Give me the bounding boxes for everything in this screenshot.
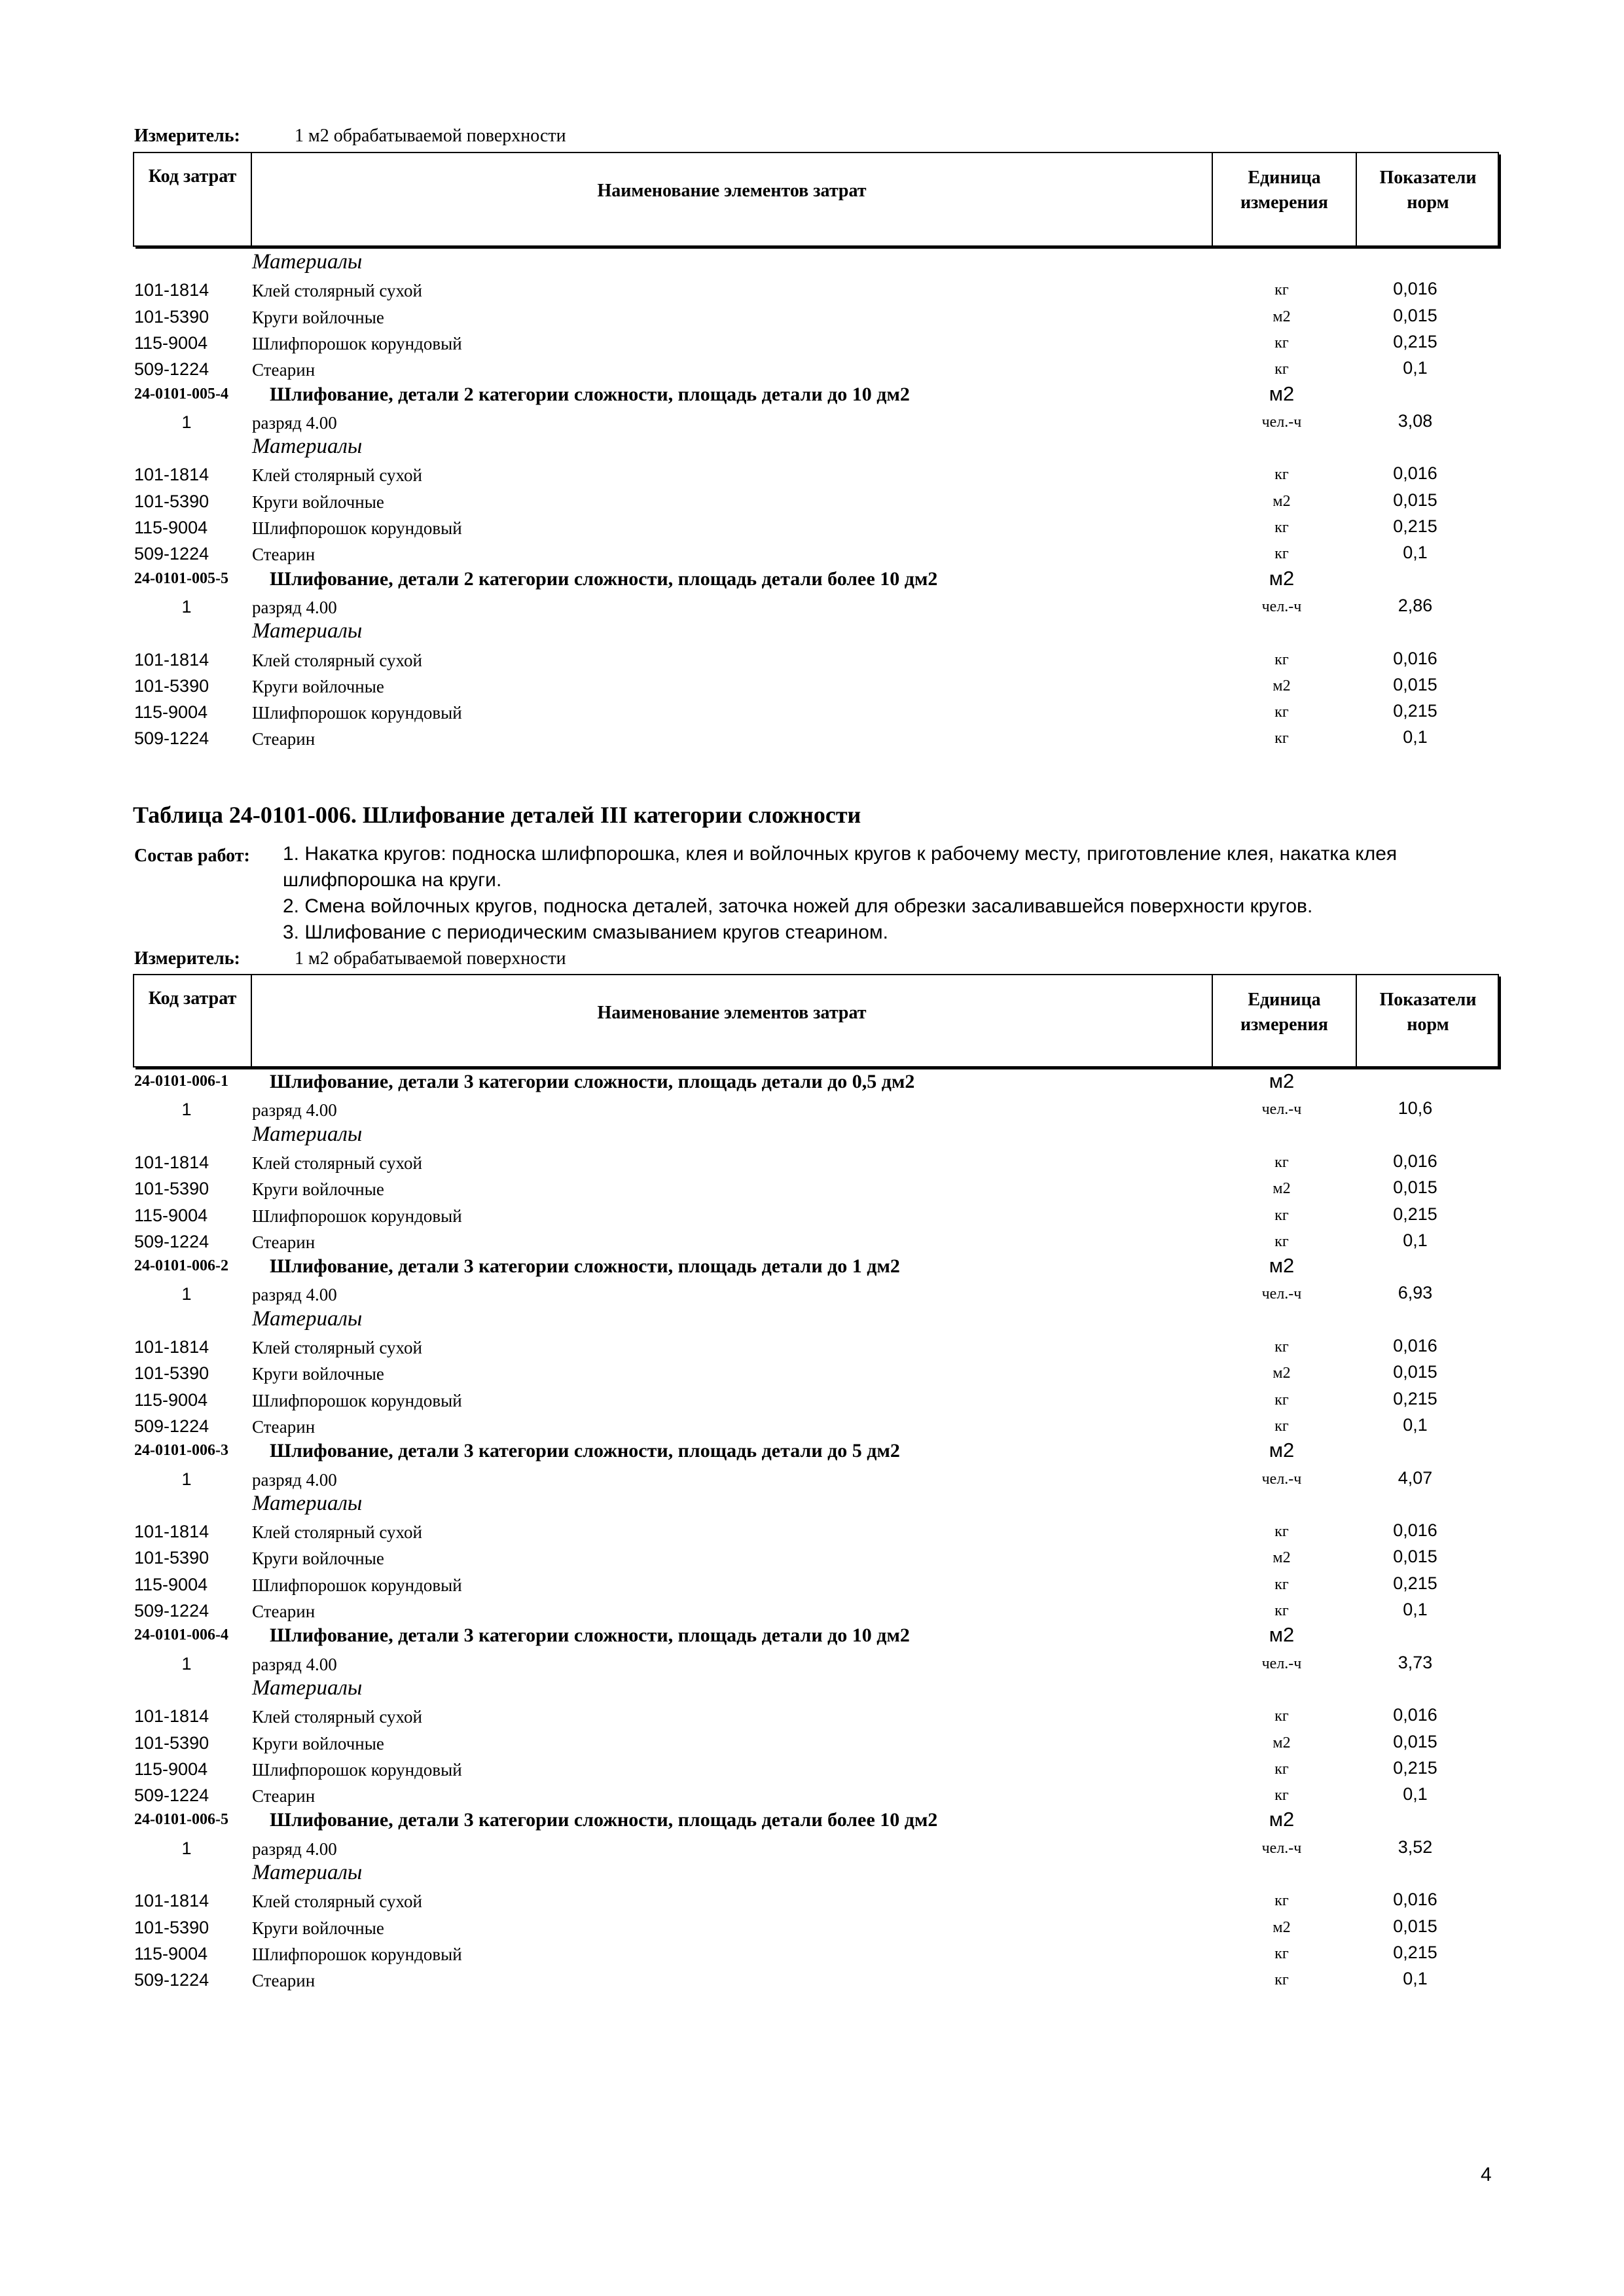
- unit: кг: [1274, 361, 1289, 378]
- header-code: Код затрат: [148, 166, 237, 187]
- table-row: [0, 1361, 1624, 1387]
- cost-name: Клей столярный сухой: [252, 281, 422, 301]
- materials-heading: Материалы: [252, 1676, 363, 1700]
- table-row: [0, 1598, 1624, 1624]
- unit: м2: [1269, 1069, 1295, 1092]
- cost-name: Клей столярный сухой: [252, 465, 422, 486]
- norm-value: 0,1: [1403, 1414, 1428, 1435]
- unit: м2: [1269, 1439, 1295, 1462]
- unit: м2: [1269, 1808, 1295, 1831]
- cost-name: Шлифпорошок корундовый: [252, 1390, 462, 1410]
- norm-value: 0,016: [1393, 279, 1437, 299]
- table-row: [0, 1150, 1624, 1176]
- cost-code: 509-1224: [134, 1601, 209, 1621]
- unit: кг: [1274, 704, 1289, 721]
- table-row: [0, 726, 1624, 752]
- cost-code: 24-0101-006-4: [134, 1626, 228, 1644]
- unit: кг: [1274, 1708, 1289, 1725]
- cost-name: Стеарин: [252, 360, 316, 380]
- materials-heading: Материалы: [252, 619, 363, 643]
- header-unit-2-1: Единица: [1248, 990, 1321, 1010]
- norm-value: 0,015: [1393, 1547, 1437, 1567]
- table-row: [0, 1255, 1624, 1282]
- table-row: [0, 1467, 1624, 1493]
- norm-value: 0,016: [1393, 463, 1437, 484]
- table-row: [0, 1071, 1624, 1097]
- unit: м2: [1272, 1734, 1291, 1751]
- norm-value: 0,1: [1403, 727, 1428, 747]
- norm-value: 6,93: [1398, 1283, 1433, 1303]
- cost-code: 101-1814: [134, 1337, 209, 1357]
- table-row: [0, 1097, 1624, 1123]
- materials-heading: Материалы: [252, 1491, 363, 1515]
- norm-value: 10,6: [1398, 1098, 1433, 1119]
- materials-heading: Материалы: [252, 1861, 363, 1884]
- table-row: [0, 1308, 1624, 1335]
- cost-code: 101-5390: [134, 675, 209, 696]
- unit: м2: [1272, 1180, 1291, 1198]
- unit: м2: [1272, 492, 1291, 510]
- table-row: [0, 673, 1624, 700]
- cost-name: Круги войлочные: [252, 1179, 384, 1200]
- table-row: [0, 436, 1624, 462]
- cost-code: 1: [181, 1653, 192, 1674]
- cost-code: 24-0101-006-3: [134, 1442, 228, 1460]
- composition-item-3: 3. Шлифование с периодическим смазыванием кругов стеарином.: [283, 922, 888, 943]
- table-row: [0, 1203, 1624, 1229]
- unit: чел.-ч: [1261, 1655, 1302, 1672]
- unit: м2: [1272, 1918, 1291, 1936]
- cost-name: Стеарин: [252, 1786, 316, 1806]
- cost-name: Круги войлочные: [252, 307, 384, 327]
- work-title: Шлифование, детали 2 категории сложности, площадь детали до 10 дм2: [270, 383, 910, 405]
- norm-value: 0,016: [1393, 1890, 1437, 1910]
- composition-item-1: 1. Накатка кругов: подноска шлифпорошка, клея и войлочных кругов к рабочему месту, приготовление клея, накатка клея: [283, 843, 1398, 865]
- cost-name: Круги войлочные: [252, 1918, 384, 1938]
- table-row: [0, 1862, 1624, 1888]
- unit: чел.-ч: [1261, 1839, 1302, 1857]
- table-row: [0, 384, 1624, 410]
- table-row: [0, 1519, 1624, 1545]
- cost-code: 24-0101-005-4: [134, 385, 228, 403]
- norm-value: 0,1: [1403, 1969, 1428, 1989]
- table-row: [0, 1624, 1624, 1651]
- table-row: [0, 1888, 1624, 1914]
- table-row: [0, 1677, 1624, 1704]
- cost-name: Круги войлочные: [252, 1364, 384, 1384]
- table-row: [0, 1967, 1624, 1994]
- cost-name: Стеарин: [252, 729, 316, 749]
- table-header-1: [133, 152, 1499, 247]
- header-name: Наименование элементов затрат: [597, 181, 867, 201]
- cost-name: разряд 4.00: [252, 1285, 337, 1305]
- cost-code: 101-5390: [134, 1548, 209, 1568]
- header-code-2: Код затрат: [148, 988, 237, 1009]
- table-row: [0, 1572, 1624, 1598]
- norm-value: 2,86: [1398, 595, 1433, 615]
- table-row: [0, 1229, 1624, 1255]
- table-row: [0, 515, 1624, 541]
- table-row: [0, 1388, 1624, 1414]
- table-row: [0, 489, 1624, 515]
- norm-value: 3,73: [1398, 1652, 1433, 1672]
- table-row: [0, 541, 1624, 567]
- table-row: [0, 1545, 1624, 1571]
- cost-code: 101-1814: [134, 280, 209, 300]
- unit: кг: [1274, 466, 1289, 484]
- cost-code: 101-1814: [134, 465, 209, 485]
- header-norm-2-2: норм: [1407, 1014, 1449, 1035]
- table-row: [0, 1757, 1624, 1783]
- work-title: Шлифование, детали 3 категории сложности, площадь детали до 10 дм2: [270, 1624, 910, 1647]
- cost-code: 1: [181, 1284, 192, 1304]
- unit: м2: [1272, 1549, 1291, 1567]
- cost-code: 24-0101-006-2: [134, 1257, 228, 1275]
- cost-name: Круги войлочные: [252, 1733, 384, 1753]
- cost-name: разряд 4.00: [252, 1654, 337, 1674]
- cost-code: 101-1814: [134, 1891, 209, 1911]
- norm-value: 0,1: [1403, 1784, 1428, 1804]
- cost-name: Клей столярный сухой: [252, 1707, 422, 1727]
- table-row: [0, 1651, 1624, 1677]
- norm-value: 4,07: [1398, 1467, 1433, 1488]
- unit: кг: [1274, 1760, 1289, 1778]
- unit: кг: [1274, 1153, 1289, 1171]
- cost-name: Клей столярный сухой: [252, 1522, 422, 1543]
- unit: кг: [1274, 1945, 1289, 1962]
- unit: кг: [1274, 334, 1289, 351]
- cost-name: Клей столярный сухой: [252, 650, 422, 670]
- cost-name: Стеарин: [252, 545, 316, 565]
- cost-code: 509-1224: [134, 1416, 209, 1436]
- header-unit-1: Единица: [1248, 168, 1321, 188]
- unit: кг: [1274, 1206, 1289, 1224]
- cost-code: 24-0101-005-5: [134, 569, 228, 587]
- work-title: Шлифование, детали 2 категории сложности, площадь детали более 10 дм2: [270, 567, 938, 590]
- cost-name: разряд 4.00: [252, 1839, 337, 1859]
- cost-name: Круги войлочные: [252, 1549, 384, 1569]
- norm-value: 0,215: [1393, 701, 1437, 721]
- table-row: [0, 410, 1624, 436]
- cost-name: Шлифпорошок корундовый: [252, 1206, 462, 1226]
- norm-value: 0,015: [1393, 1177, 1437, 1198]
- cost-code: 101-1814: [134, 1706, 209, 1727]
- cost-name: разряд 4.00: [252, 412, 337, 433]
- cost-code: 115-9004: [134, 1205, 208, 1225]
- table-row: [0, 620, 1624, 647]
- cost-name: Стеарин: [252, 1602, 316, 1621]
- table-row: [0, 594, 1624, 620]
- composition-label: Состав работ:: [134, 846, 250, 866]
- cost-code: 101-5390: [134, 1732, 209, 1753]
- cost-code: 1: [181, 596, 192, 617]
- norm-value: 0,215: [1393, 1942, 1437, 1962]
- header-name-2: Наименование элементов затрат: [597, 1003, 867, 1023]
- cost-code: 509-1224: [134, 1231, 209, 1251]
- cost-code: 101-5390: [134, 1179, 209, 1199]
- table-row: [0, 1493, 1624, 1519]
- header-unit-2-2: измерения: [1240, 1014, 1328, 1035]
- table-row: [0, 568, 1624, 594]
- unit: кг: [1274, 1338, 1289, 1355]
- norm-value: 0,015: [1393, 1362, 1437, 1382]
- work-title: Шлифование, детали 3 категории сложности, площадь детали до 5 дм2: [270, 1440, 900, 1462]
- cost-code: 101-5390: [134, 306, 209, 327]
- table-row: [0, 1414, 1624, 1440]
- unit: м2: [1269, 1623, 1295, 1647]
- unit: м2: [1269, 1254, 1295, 1278]
- table-row: [0, 1941, 1624, 1967]
- header-norm-2-1: Показатели: [1379, 990, 1477, 1010]
- measure-label: Измеритель:: [134, 126, 240, 146]
- measure-label-2: Измеритель:: [134, 948, 240, 969]
- materials-heading: Материалы: [252, 435, 363, 459]
- table-row: [0, 1915, 1624, 1941]
- unit: чел.-ч: [1261, 1285, 1302, 1303]
- unit: чел.-ч: [1261, 1101, 1302, 1119]
- cost-name: Клей столярный сухой: [252, 1153, 422, 1173]
- unit: кг: [1274, 730, 1289, 747]
- unit: чел.-ч: [1261, 1470, 1302, 1488]
- table-2-title: Таблица 24-0101-006. Шлифование деталей III категории сложности: [133, 802, 861, 828]
- cost-code: 1: [181, 412, 192, 432]
- table-row: [0, 1440, 1624, 1466]
- unit: м2: [1272, 308, 1291, 325]
- norm-value: 0,015: [1393, 490, 1437, 510]
- cost-code: 24-0101-006-1: [134, 1073, 228, 1090]
- table-row: [0, 1176, 1624, 1202]
- unit: кг: [1274, 519, 1289, 536]
- cost-name: разряд 4.00: [252, 1469, 337, 1490]
- table-header-2: [133, 974, 1499, 1067]
- cost-code: 115-9004: [134, 1943, 208, 1964]
- table-row: [0, 1282, 1624, 1308]
- norm-value: 0,215: [1393, 1757, 1437, 1778]
- table-row: [0, 1335, 1624, 1361]
- cost-code: 115-9004: [134, 1574, 208, 1594]
- cost-name: Шлифпорошок корундовый: [252, 333, 462, 353]
- norm-value: 0,215: [1393, 1573, 1437, 1593]
- cost-code: 115-9004: [134, 1759, 208, 1779]
- norm-value: 0,215: [1393, 1204, 1437, 1224]
- cost-code: 509-1224: [134, 1970, 209, 1990]
- cost-name: Клей столярный сухой: [252, 1338, 422, 1357]
- table-row: [0, 647, 1624, 673]
- cost-name: Стеарин: [252, 1971, 316, 1991]
- page-number: 4: [1481, 2164, 1492, 2185]
- norm-value: 3,08: [1398, 410, 1433, 431]
- materials-heading: Материалы: [252, 1122, 363, 1146]
- cost-name: Шлифпорошок корундовый: [252, 518, 462, 538]
- measure-value-2: 1 м2 обрабатываемой поверхности: [295, 948, 566, 969]
- table-row: [0, 1731, 1624, 1757]
- cost-code: 115-9004: [134, 1390, 208, 1410]
- table-row: [0, 331, 1624, 357]
- norm-value: 0,215: [1393, 1388, 1437, 1408]
- table-row: [0, 1783, 1624, 1809]
- header-unit-2: измерения: [1240, 192, 1328, 213]
- work-title: Шлифование, детали 3 категории сложности, площадь детали до 1 дм2: [270, 1255, 900, 1278]
- unit: чел.-ч: [1261, 598, 1302, 615]
- unit: кг: [1274, 1575, 1289, 1593]
- norm-value: 0,016: [1393, 1520, 1437, 1541]
- table-row: [0, 1124, 1624, 1150]
- cost-name: Круги войлочные: [252, 492, 384, 512]
- unit: кг: [1274, 281, 1289, 299]
- norm-value: 0,015: [1393, 1731, 1437, 1751]
- cost-name: Стеарин: [252, 1416, 316, 1437]
- cost-code: 101-5390: [134, 491, 209, 511]
- unit: кг: [1274, 1602, 1289, 1619]
- composition-item-2: 2. Смена войлочных кругов, подноска деталей, заточка ножей для обрезки засаливавшейся поверхности кругов.: [283, 895, 1313, 917]
- unit: м2: [1272, 677, 1291, 694]
- norm-value: 0,1: [1403, 358, 1428, 378]
- header-norm-2: норм: [1407, 192, 1449, 213]
- unit: кг: [1274, 1391, 1289, 1408]
- table-row: [0, 357, 1624, 383]
- cost-code: 509-1224: [134, 359, 209, 380]
- cost-name: Шлифпорошок корундовый: [252, 703, 462, 723]
- norm-value: 0,016: [1393, 1336, 1437, 1355]
- norm-value: 0,1: [1403, 1230, 1428, 1250]
- table-row: [0, 1836, 1624, 1862]
- table-row: [0, 1809, 1624, 1835]
- norm-value: 0,015: [1393, 1916, 1437, 1936]
- norm-value: 0,215: [1393, 331, 1437, 351]
- unit: м2: [1269, 566, 1295, 590]
- cost-code: 101-5390: [134, 1363, 209, 1384]
- norm-value: 0,215: [1393, 516, 1437, 536]
- unit: кг: [1274, 651, 1289, 668]
- cost-name: Шлифпорошок корундовый: [252, 1575, 462, 1595]
- norm-value: 0,016: [1393, 648, 1437, 668]
- work-title: Шлифование, детали 3 категории сложности, площадь детали до 0,5 дм2: [270, 1071, 915, 1092]
- cost-code: 115-9004: [134, 332, 208, 353]
- unit: кг: [1274, 1417, 1289, 1435]
- cost-name: Клей столярный сухой: [252, 1892, 422, 1912]
- norm-value: 0,1: [1403, 543, 1428, 563]
- table-row: [0, 462, 1624, 488]
- work-title: Шлифование, детали 3 категории сложности, площадь детали более 10 дм2: [270, 1809, 938, 1831]
- unit: м2: [1272, 1365, 1291, 1382]
- cost-name: Круги войлочные: [252, 676, 384, 696]
- cost-code: 1: [181, 1100, 192, 1120]
- table-row: [0, 304, 1624, 331]
- unit: кг: [1274, 1892, 1289, 1910]
- unit: кг: [1274, 1971, 1289, 1989]
- table-row: [0, 278, 1624, 304]
- table-row: [0, 251, 1624, 278]
- unit: кг: [1274, 1232, 1289, 1250]
- unit: чел.-ч: [1261, 413, 1302, 431]
- norm-value: 0,015: [1393, 674, 1437, 694]
- cost-code: 1: [181, 1838, 192, 1858]
- measure-value: 1 м2 обрабатываемой поверхности: [295, 126, 566, 146]
- materials-heading: Материалы: [252, 250, 363, 274]
- composition-item-1-cont: шлифпорошка на круги.: [283, 869, 502, 891]
- cost-code: 509-1224: [134, 1785, 209, 1806]
- cost-code: 1: [181, 1469, 192, 1489]
- table-row: [0, 1704, 1624, 1730]
- cost-name: Шлифпорошок корундовый: [252, 1759, 462, 1780]
- norm-value: 3,52: [1398, 1837, 1433, 1857]
- norm-value: 0,016: [1393, 1151, 1437, 1171]
- cost-code: 509-1224: [134, 544, 209, 564]
- cost-name: разряд 4.00: [252, 1100, 337, 1121]
- norm-value: 0,1: [1403, 1600, 1428, 1619]
- cost-name: Стеарин: [252, 1232, 316, 1252]
- norm-value: 0,016: [1393, 1705, 1437, 1725]
- unit: кг: [1274, 1787, 1289, 1804]
- cost-code: 24-0101-006-5: [134, 1811, 228, 1829]
- cost-name: Шлифпорошок корундовый: [252, 1944, 462, 1964]
- cost-code: 101-5390: [134, 1917, 209, 1937]
- header-norm-1: Показатели: [1379, 168, 1477, 188]
- unit: кг: [1274, 1523, 1289, 1541]
- unit: м2: [1269, 382, 1295, 405]
- table-row: [0, 700, 1624, 726]
- cost-code: 115-9004: [134, 702, 208, 723]
- norm-value: 0,015: [1393, 305, 1437, 325]
- cost-code: 509-1224: [134, 728, 209, 749]
- materials-heading: Материалы: [252, 1306, 363, 1331]
- cost-code: 101-1814: [134, 649, 209, 670]
- cost-code: 115-9004: [134, 518, 208, 537]
- cost-code: 101-1814: [134, 1152, 209, 1172]
- cost-code: 101-1814: [134, 1522, 209, 1542]
- cost-name: разряд 4.00: [252, 597, 337, 617]
- unit: кг: [1274, 545, 1289, 563]
